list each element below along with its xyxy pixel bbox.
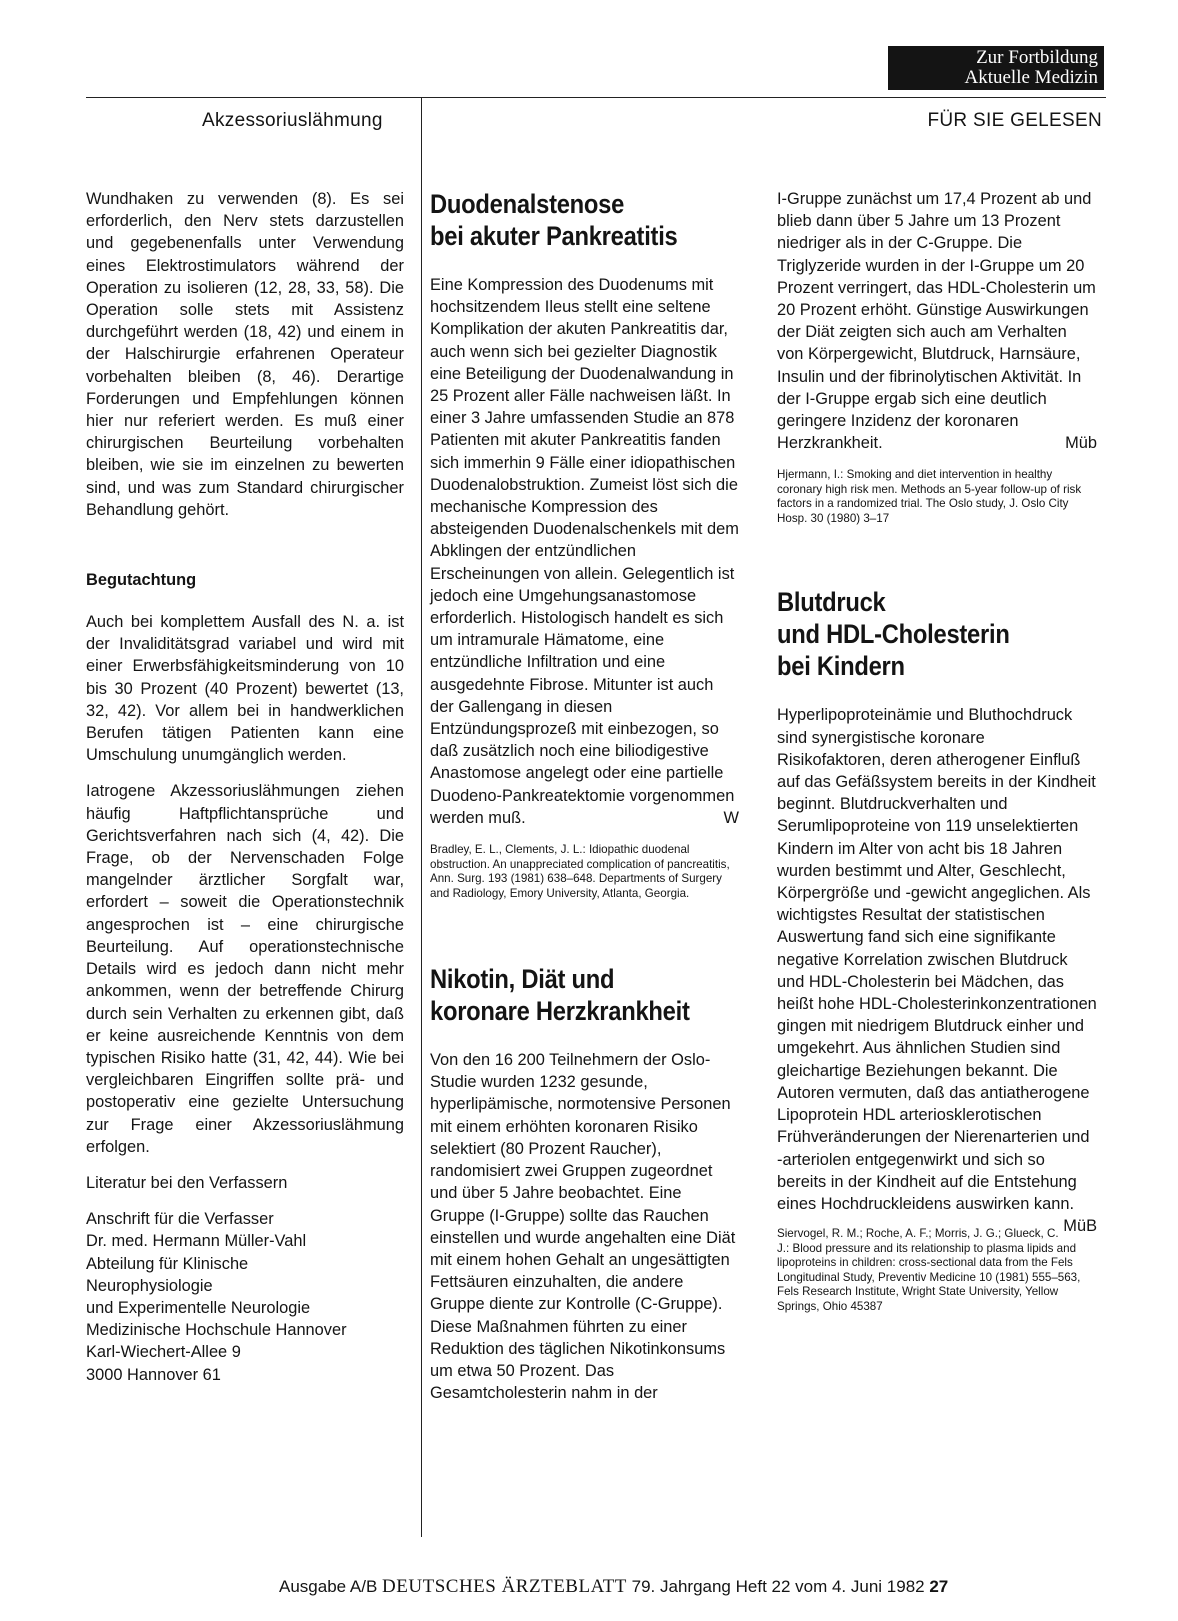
footer-journal: DEUTSCHES ÄRZTEBLATT xyxy=(382,1576,627,1597)
address-line: 3000 Hannover 61 xyxy=(86,1365,221,1384)
article-duodenalstenose xyxy=(430,188,739,901)
col1-paragraph-1: Auch bei komplettem Ausfall des N. a. ist der Invaliditätsgrad variabel und wird mit einer Erwerbsfähigkeitsminderung von 10 bis 30 Prozent (40 Prozent) bewertet (13, 32, 42). Vor allem bei in handwerklichen Berufen tätigen Patienten kann eine Umschulung unumgänglich werden. xyxy=(86,613,404,765)
author-address xyxy=(86,1208,404,1386)
article-title-line1: Blutdruck xyxy=(777,587,886,618)
subhead-begutachtung: Begutachtung xyxy=(86,571,197,590)
column-2 xyxy=(430,188,739,1404)
address-line: und Experimentelle Neurologie xyxy=(86,1298,311,1317)
article-title-line2: koronare Herzkrankheit xyxy=(430,996,690,1027)
article-nikotin xyxy=(430,963,739,1404)
footer-edition: Ausgabe A/B xyxy=(279,1577,378,1596)
author-initials: W xyxy=(723,808,739,827)
column-1 xyxy=(86,188,404,1386)
left-running-head: Akzessoriuslähmung xyxy=(202,110,383,131)
page-footer xyxy=(279,1576,948,1598)
article-title-line1: Nikotin, Diät und xyxy=(430,964,615,995)
header-rule xyxy=(86,97,1106,98)
address-line: Abteilung für Klinische xyxy=(86,1254,249,1273)
literature-note: Literatur bei den Verfassern xyxy=(86,1173,288,1192)
reference: Hjermann, I.: Smoking and diet intervention in healthy coronary high risk men. Methods an 5-year follow-up of risk factors in a randomized trial. The Oslo study, J. Oslo City Hosp. 30 (1980) 3–17 xyxy=(777,468,1082,525)
address-line: Medizinische Hochschule Hannover xyxy=(86,1321,347,1340)
address-line: Dr. med. Hermann Müller-Vahl xyxy=(86,1232,307,1251)
article-blutdruck xyxy=(777,586,1097,1314)
section-label-line1: Zur Fortbildung xyxy=(976,47,1098,68)
article-title-line3: bei Kindern xyxy=(777,651,905,682)
col1-intro-paragraph: Wundhaken zu verwenden (8). Es sei erforderlich, den Nerv stets darzustellen und gegebenenfalls unter Verwendung eines Elektrostimulators während der Operation zu isolieren (12, 28, 33, 58). Die Operation solle stets mit Assistenz durchgeführt werden (18, 42) und einem in der Halschirurgie erfahrenen Operateur vorbehalten bleiben (8, 46). Derartige Forderungen und Empfehlungen können hier nur referiert werden. Es muß einer chirurgischen Beurteilung vorbehalten bleiben, wie sie im einzelnen zu bewerten sind, und was zum Standard chirurgischer Behandlung gehört. xyxy=(86,190,404,519)
column-divider xyxy=(421,97,422,1537)
address-line: Neurophysiologie xyxy=(86,1276,213,1295)
section-label-box xyxy=(888,46,1104,90)
column-3 xyxy=(777,188,1097,1314)
reference: Siervogel, R. M.; Roche, A. F.; Morris, J. G.; Glueck, C. J.: Blood pressure and its relationship to plasma lipids and lipoproteins in children: cross-sectional data from the Fels Longitudinal Study, Preventiv Medicine 10 (1981) 555–563, Fels Research Institute, Wright State University, Yellow Springs, Ohio 45387 xyxy=(777,1227,1081,1313)
article-continuation xyxy=(777,188,1097,454)
page-number: 27 xyxy=(929,1577,949,1596)
reference: Bradley, E. L., Clements, J. L.: Idiopathic duodenal obstruction. An unappreciated complication of pancreatitis, Ann. Surg. 193 (1981) 638–648. Departments of Surgery and Radiology, Emory University, Atlanta, Georgia. xyxy=(430,843,730,900)
address-line: Karl-Wiechert-Allee 9 xyxy=(86,1343,241,1362)
article-body-text: I-Gruppe zunächst um 17,4 Prozent ab und blieb dann über 5 Jahre um 13 Prozent niedriger als in der C-Gruppe. Die Triglyzeride wurden in der I-Gruppe um 20 Prozent verringert, das HDL-Cholesterin um 20 Prozent erhöht. Günstige Auswirkungen der Diät zeigten sich auch am Verhalten von Körpergewicht, Blutdruck, Harnsäure, Insulin und der fibrinolytischen Aktivität. In der I-Gruppe ergab sich eine deutlich geringere Inzidenz der koronaren Herzkrankheit. xyxy=(777,190,1096,453)
article-title-line1: Duodenalstenose xyxy=(430,189,625,219)
section-label-line2: Aktuelle Medizin xyxy=(964,67,1098,88)
right-running-head: FÜR SIE GELESEN xyxy=(927,110,1102,131)
article-body-text: Hyperlipoproteinämie und Bluthochdruck sind synergistische koronare Risikofaktoren, deren atherogener Einfluß auf das Gefäßsystem bereits in der Kindheit beginnt. Blutdruckverhalten und Serumlipoproteine von 119 unselektierten Kindern im Alter von acht bis 18 Jahren wurden bestimmt und Alter, Geschlecht, Körpergröße und -gewicht angeglichen. Als wichtigstes Resultat der statistischen Auswertung fand sich eine signifikante negative Korrelation zwischen Blutdruck und HDL-Cholesterin bei Mädchen, das heißt hohe HDL-Cholesterinkonzentrationen gingen mit niedrigem Blutdruck einher und umgekehrt. Aus ähnlichen Studien sind gleichartige Beziehungen bekannt. Die Autoren vermuten, daß das antiatherogene Lipoprotein HDL arteriosklerotischen Frühveränderungen der Nierenarterien und -arteriolen entgegenwirkt und sich so bereits in der Kindheit auf die Entstehung eines Hochdruckleidens auswirken kann. xyxy=(777,706,1097,1213)
author-initials: Müb xyxy=(1065,434,1097,453)
article-body xyxy=(430,274,739,829)
article-body: Von den 16 200 Teilnehmern der Oslo-Studie wurden 1232 gesunde, hyperlipämische, normotensive Personen mit einem erhöhten koronaren Risiko selektiert (80 Prozent Raucher), randomisiert zwei Gruppen zugeordnet und über 5 Jahre beobachtet. Eine Gruppe (I-Gruppe) sollte das Rauchen einstellen und wurde angehalten eine Diät mit einem hohen Gehalt an ungesättigten Fettsäuren einzuhalten, die andere Gruppe diente zur Kontrolle (C-Gruppe). Diese Maßnahmen führten zu einer Reduktion des täglichen Nikotinkonsums um etwa 50 Prozent. Das Gesamtcholesterin nahm in der xyxy=(430,1051,736,1403)
article-body xyxy=(777,704,1097,1236)
address-line: Anschrift für die Verfasser xyxy=(86,1210,274,1229)
article-title-line2: und HDL-Cholesterin xyxy=(777,619,1010,650)
article-body-text: Eine Kompression des Duodenums mit hochsitzendem Ileus stellt eine seltene Komplikation der akuten Pankreatitis dar, auch wenn sich bei gezielter Diagnostik eine Beteiligung der Duodenalwandung in 25 Prozent aller Fälle nachweisen läßt. In einer 3 Jahre umfassenden Studie an 878 Patienten mit akuter Pankreatitis fanden sich immerhin 9 Fälle einer idiopathischen Duodenalobstruktion. Zumeist löst sich die mechanische Kompression des absteigenden Duodenalschenkels mit dem Abklingen der entzündlichen Erscheinungen von allein. Gelegentlich ist jedoch eine Umgehungsanastomose erforderlich. Histologisch handelt es sich um intramurale Hämatome, eine entzündliche Infiltration und eine ausgedehnte Fibrose. Mitunter ist auch der Gallengang in diesen Entzündungsprozeß mit einbezogen, so daß zusätzlich noch eine biliodigestive Anastomose angelegt oder eine partielle Duodeno-Pankreatektomie vorgenommen werden muß. xyxy=(430,276,739,827)
col1-paragraph-2: Iatrogene Akzessoriuslähmungen ziehen häufig Haftpflichtansprüche und Gerichtsverfahren nach sich (4, 42). Die Frage, ob der Nervenschaden Folge mangelnder ärztlicher Sorgfalt war, erfordert – soweit die Operationstechnik angesprochen ist – eine chirurgische Beurteilung. Auf operationstechnische Details wird es jedoch dann nicht mehr ankommen, wenn der betreffende Chirurg durch sein Verhalten zu erkennen gibt, daß er keine ausreichende Kenntnis von dem typischen Risiko hatte (31, 42, 44). Wie bei vergleichbaren Eingriffen sollte prä- und postoperativ eine gezielte Untersuchung zur Frage einer Akzessoriuslähmung erfolgen. xyxy=(86,782,404,1156)
article-title-line2: bei akuter Pankreatitis xyxy=(430,221,678,251)
footer-issue: 79. Jahrgang Heft 22 vom 4. Juni 1982 xyxy=(631,1577,925,1596)
author-initials: MüB xyxy=(1063,1217,1097,1236)
